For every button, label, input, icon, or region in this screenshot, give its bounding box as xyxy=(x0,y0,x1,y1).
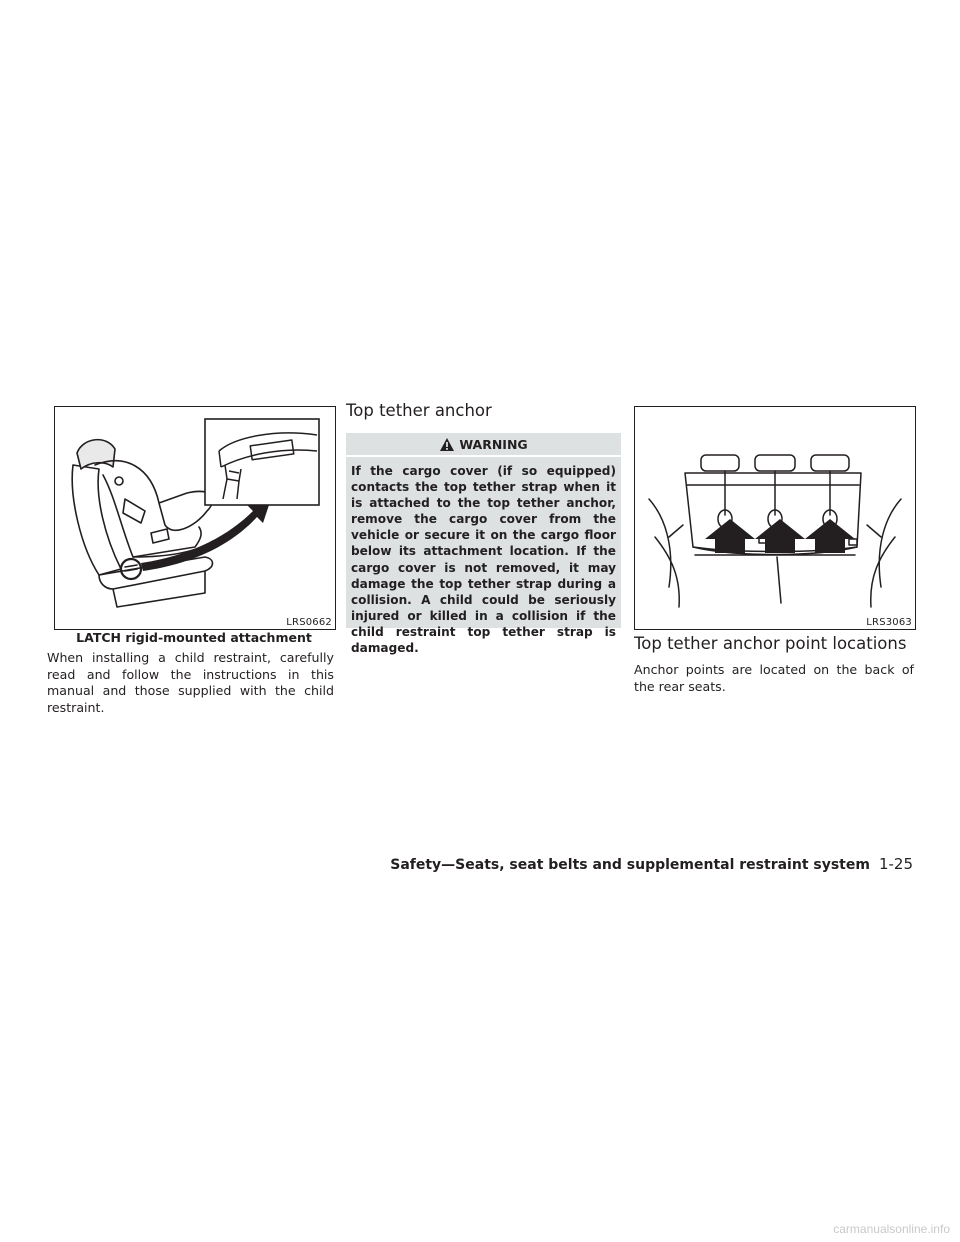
watermark: carmanualsonline.info xyxy=(833,1222,950,1236)
anchor-locations-heading: Top tether anchor point locations xyxy=(634,634,907,653)
right-body-paragraph: Anchor points are located on the back of the rear seats. xyxy=(634,662,914,694)
warning-box xyxy=(346,433,621,656)
page-footer xyxy=(390,855,913,873)
warning-title: WARNING xyxy=(459,436,528,452)
rear-seat-illustration xyxy=(635,407,915,629)
footer-section-title: Safety—Seats, seat belts and supplemental restraint system xyxy=(390,857,870,873)
latch-attachment-figure xyxy=(54,406,336,630)
warning-triangle-icon xyxy=(439,437,455,452)
page-number: 1-25 xyxy=(878,855,913,873)
child-seat-illustration xyxy=(55,407,335,629)
anchor-locations-figure xyxy=(634,406,916,630)
figure-code: LRS3063 xyxy=(866,617,912,628)
warning-header xyxy=(346,433,621,457)
warning-text: If the cargo cover (if so equipped) contacts the top tether strap when it is attached to the top tether anchor, remove the cargo cover from the vehicle or secure it on the cargo floor below its attachment location. If the cargo cover is not removed, it may damage the top tether strap during a collision. A child could be seriously injured or killed in a collision if the child restraint top tether strap is damaged. xyxy=(351,464,616,656)
left-body-paragraph: When installing a child restraint, carefully read and follow the instructions in this manual and those supplied with the child restraint. xyxy=(47,650,334,715)
figure-code: LRS0662 xyxy=(286,617,332,628)
figure-caption: LATCH rigid-mounted attachment xyxy=(76,630,312,645)
top-tether-anchor-heading: Top tether anchor xyxy=(346,401,492,420)
